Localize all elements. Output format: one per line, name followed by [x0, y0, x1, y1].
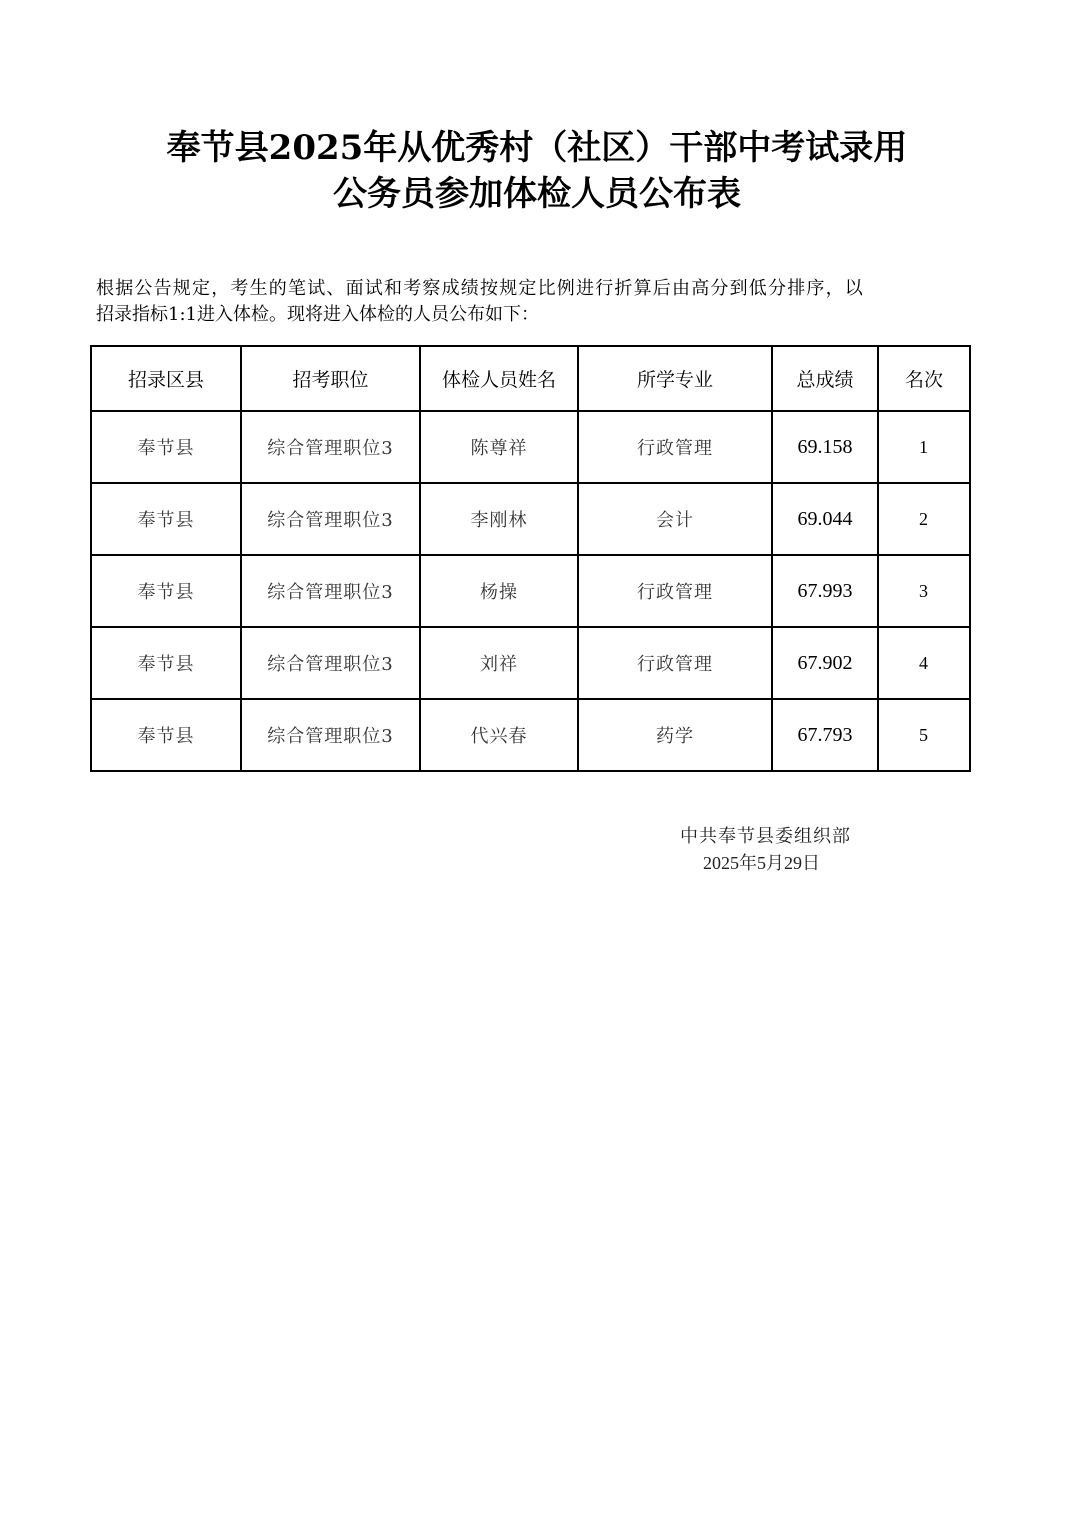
- intro-paragraph-line-1: 根据公告规定，考生的笔试、面试和考察成绩按规定比例进行折算后由高分到低分排序，以: [96, 278, 864, 299]
- cell-position: 综合管理职位3: [241, 627, 420, 699]
- cell-total-score: 67.993: [772, 555, 878, 627]
- results-table: [90, 345, 971, 772]
- table-row: [91, 483, 970, 555]
- header-district: 招录区县: [91, 346, 241, 411]
- cell-district: 奉节县: [91, 699, 241, 771]
- document-title-line-2: 公务员参加体检人员公布表: [333, 174, 741, 214]
- cell-position: 综合管理职位3: [241, 555, 420, 627]
- cell-rank: 2: [878, 483, 970, 555]
- cell-total-score: 67.902: [772, 627, 878, 699]
- header-rank: 名次: [878, 346, 970, 411]
- intro-paragraph-line-2: 招录指标1:1进入体检。现将进入体检的人员公布如下：: [96, 304, 539, 325]
- cell-candidate-name: 代兴春: [420, 699, 578, 771]
- cell-major: 行政管理: [578, 627, 772, 699]
- cell-rank: 3: [878, 555, 970, 627]
- cell-district: 奉节县: [91, 411, 241, 483]
- cell-position: 综合管理职位3: [241, 483, 420, 555]
- cell-rank: 1: [878, 411, 970, 483]
- cell-major: 行政管理: [578, 555, 772, 627]
- header-candidate-name: 体检人员姓名: [420, 346, 578, 411]
- header-position: 招考职位: [241, 346, 420, 411]
- cell-major: 药学: [578, 699, 772, 771]
- document-title-line-1: 奉节县2025年从优秀村（社区）干部中考试录用: [166, 128, 908, 168]
- cell-candidate-name: 李刚林: [420, 483, 578, 555]
- cell-major: 会计: [578, 483, 772, 555]
- issue-date: 2025年5月29日: [703, 853, 820, 873]
- cell-candidate-name: 陈尊祥: [420, 411, 578, 483]
- cell-rank: 5: [878, 699, 970, 771]
- issuing-organization: 中共奉节县委组织部: [680, 826, 851, 847]
- cell-rank: 4: [878, 627, 970, 699]
- table-header-row: [91, 346, 970, 411]
- cell-district: 奉节县: [91, 555, 241, 627]
- header-major: 所学专业: [578, 346, 772, 411]
- cell-district: 奉节县: [91, 627, 241, 699]
- cell-candidate-name: 杨操: [420, 555, 578, 627]
- table-row: [91, 411, 970, 483]
- cell-district: 奉节县: [91, 483, 241, 555]
- cell-candidate-name: 刘祥: [420, 627, 578, 699]
- table-row: [91, 555, 970, 627]
- cell-total-score: 69.044: [772, 483, 878, 555]
- table-row: [91, 699, 970, 771]
- cell-total-score: 69.158: [772, 411, 878, 483]
- cell-major: 行政管理: [578, 411, 772, 483]
- header-total-score: 总成绩: [772, 346, 878, 411]
- table-row: [91, 627, 970, 699]
- cell-total-score: 67.793: [772, 699, 878, 771]
- cell-position: 综合管理职位3: [241, 699, 420, 771]
- cell-position: 综合管理职位3: [241, 411, 420, 483]
